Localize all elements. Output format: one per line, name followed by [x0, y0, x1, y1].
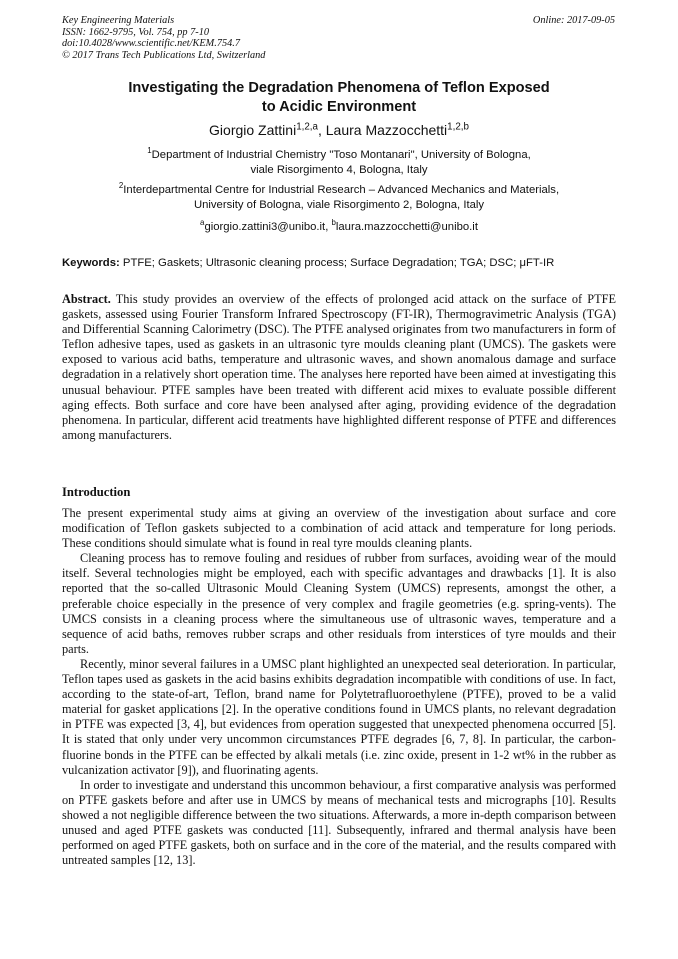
author-separator: , — [317, 122, 326, 138]
journal-header — [62, 15, 422, 61]
email-line — [62, 220, 616, 235]
title-line-2: to Acidic Environment — [261, 99, 417, 115]
section-heading: Introduction — [62, 485, 131, 499]
doi-line: doi:10.4028/www.scientific.net/KEM.754.7 — [62, 38, 240, 49]
issn-line: ISSN: 1662-9795, Vol. 754, pp 7-10 — [62, 26, 210, 38]
paper-title — [62, 79, 616, 117]
author-list — [62, 121, 616, 139]
keywords-line — [62, 256, 616, 271]
abstract — [62, 292, 616, 443]
author-name: Giorgio Zattini — [209, 122, 297, 138]
abstract-text: This study provides an overview of the effects of prolonged acid attack on the surface of PTFE gaskets, assessed using Fourier Transform Infrared Spectroscopy (FT-IR), Thermogravimetric Analysis (TGA) and Differential Scanning Calorimetry (DSC). The PTFE analysed originates from two manufacturers in form of Teflon adhesive tapes, used as gaskets in an ultrasonic tyre moulds cleaning plant (UMCS). The gaskets were exposed to various acid baths, temperature and ultrasonic waves, and shown anomalous damage and surface degradation in a relatively short operation time. The analyses here reported have been aimed at investigating this unusual behaviour. PTFE samples have been treated with different acid mixes to evaluate possible different aging effects. Both surface and core have been analysed after aging, providing evidence of the degradation phenomena. In particular, different acid treatments have highlighted different response of PTFE and differences among manufacturers. — [62, 292, 616, 442]
copyright-line: © 2017 Trans Tech Publications Ltd, Switzerland — [62, 49, 266, 61]
affiliation-text: viale Risorgimento 4, Bologna, Italy — [250, 164, 428, 176]
paragraph: Recently, minor several failures in a UMSC plant highlighted an unexpected seal deterioration. In particular, Teflon tapes used as gaskets in the acid basins exhibits degradation incompatible with conditions of use. In fact, according to the state-of-art, Teflon, brand name for Polytetrafluoroethylene (PTFE), proved to be a valid material for gasket applications [2]. In the operative conditions found in UMCS plants, no relevant degradation in PTFE was expected [3, 4], but evidences from operation suggested that unexpected phenomena occurred [5]. It is stated that only under very uncommon circumstances PTFE degrades [6, 7, 8]. In particular, the carbon-fluorine bonds in the PTFE can be effected by alkali metals (i.e. zinc oxide, present in 1-2 wt% in the rubber as vulcanization activator [9]), and fluorinating agents. — [62, 656, 616, 777]
email-address: laura.mazzocchetti@unibo.it — [335, 221, 478, 233]
affiliation-1 — [62, 148, 616, 178]
paragraph: Cleaning process has to remove fouling and residues of rubber from surfaces, avoiding wear of the mould itself. Several technologies might be employed, each with specific advantages and drawbacks [1]. It is also reported that the so-called Ultrasonic Mould Cleaning System (UMCS) represents, amongst the other, a preferable choice especially in the presence of very complex and fragile geometries (e.g. spring-vents). The UMCS consists in a cleaning process where the simultaneous use of ultrasonic waves, temperature and a sequence of acid baths, removes rubber scraps and other residuals from interstices of tyre moulds and their parts. — [62, 551, 616, 656]
email-separator: , — [325, 221, 332, 233]
online-date: Online: 2017-09-05 — [532, 15, 615, 26]
email-mark: b — [331, 218, 336, 228]
paragraph: In order to investigate and understand this uncommon behaviour, a first comparative analysis was performed on PTFE gaskets before and after use in UMCS by means of mechanical tests and micrographs [10]. Results showed a not negligible difference between the two situations. Afterwards, a more in-depth comparison between unused and aged PTFE gaskets was conducted [11]. Subsequently, infrared and thermal analysis have been performed on aged PTFE gaskets, both on surface and in the core of the material, and the results compared with untreated samples [12, 13]. — [62, 777, 616, 868]
title-line-1: Investigating the Degradation Phenomena of Teflon Exposed — [128, 80, 550, 96]
email-address: giorgio.zattini3@unibo.it — [204, 221, 326, 233]
affiliation-text: University of Bologna, viale Risorgimento 2, Bologna, Italy — [193, 199, 485, 211]
email-mark: a — [200, 218, 205, 228]
introduction-body — [62, 506, 616, 868]
author-affiliation-mark: 1,2,a — [296, 121, 318, 133]
abstract-label: Abstract. — [62, 292, 111, 306]
keywords-label: Keywords: — [62, 257, 120, 269]
paragraph: The present experimental study aims at giving an overview of the investigation about surface and core modification of Teflon gaskets subjected to a combination of acid attack and temperature for long periods. These conditions should simulate what is found in real tyre moulds cleaning plants. — [62, 506, 616, 551]
affiliation-2 — [62, 183, 616, 213]
author-name: Laura Mazzocchetti — [325, 122, 448, 138]
author-affiliation-mark: 1,2,b — [447, 121, 469, 133]
affiliation-mark: 2 — [118, 181, 124, 191]
affiliation-text: Interdepartmental Centre for Industrial Research – Advanced Mechanics and Materials, — [123, 184, 560, 196]
journal-name: Key Engineering Materials — [62, 15, 175, 26]
keywords-text: PTFE; Gaskets; Ultrasonic cleaning process; Surface Degradation; TGA; DSC; μFT-IR — [119, 257, 555, 269]
affiliation-text: Department of Industrial Chemistry "Toso Montanari", University of Bologna, — [151, 149, 531, 161]
affiliation-mark: 1 — [147, 146, 152, 156]
